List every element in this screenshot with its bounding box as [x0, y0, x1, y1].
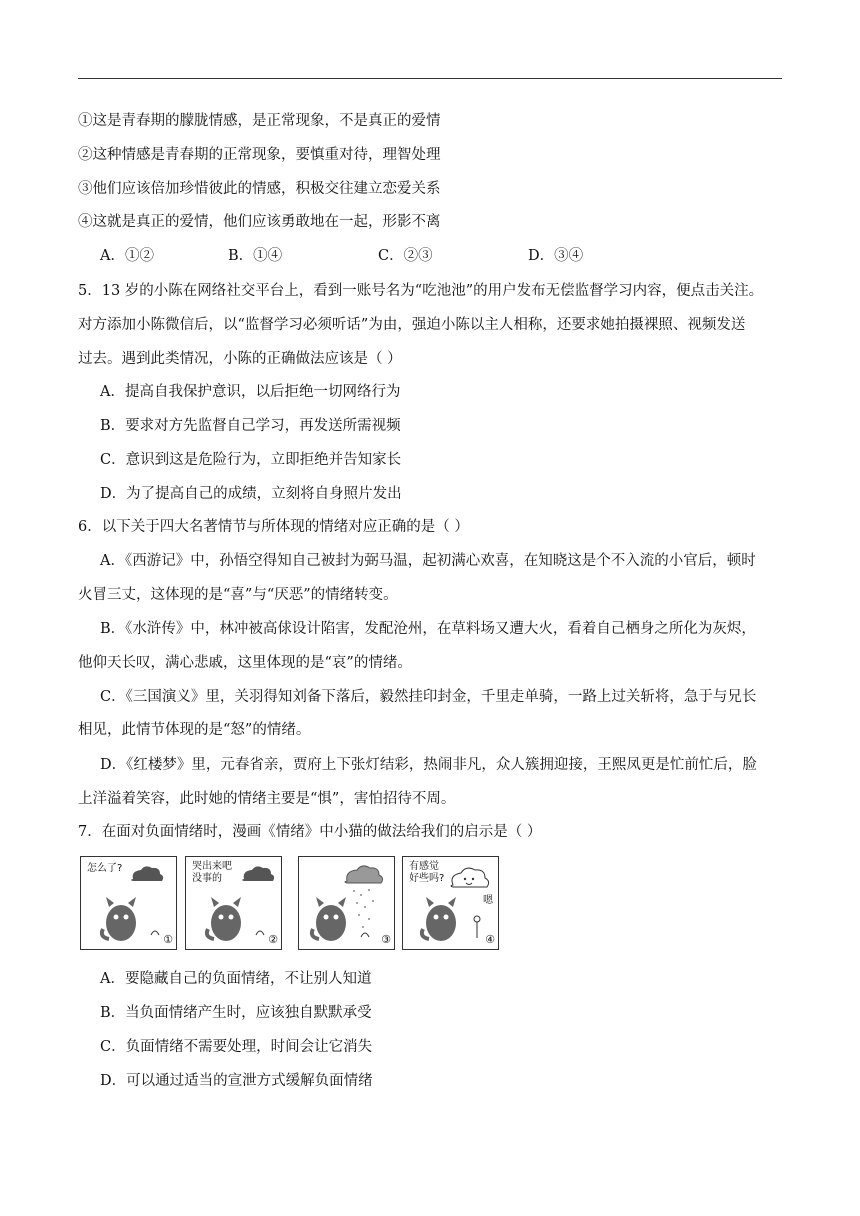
q6-option-d-line-2: 上洋溢着笑容，此时她的情绪主要是“惧”，害怕招待不周。 — [78, 791, 456, 807]
q4-statement-4: ④这就是真正的爱情，他们应该勇敢地在一起，形影不离 — [78, 214, 441, 230]
comic-2-number: ② — [268, 933, 278, 946]
q5-option-d: D．为了提高自己的成绩，立刻将自身照片发出 — [100, 486, 402, 502]
q7-option-a: A．要隐藏自己的负面情绪，不让别人知道 — [100, 971, 372, 987]
q6-option-c-line-1: C．《三国演义》里，关羽得知刘备下落后，毅然挂印封金，千里走单骑，一路上过关斩将，急于与兄长 — [100, 689, 757, 705]
q5-stem-line-2: 对方添加小陈微信后，以“监督学习必须听话”为由，强迫小陈以主人相称，还要求她拍摄裸照、视频发送 — [78, 317, 746, 333]
comic-panel-3 — [298, 856, 395, 950]
q5-stem-line-3: 过去。遇到此类情况，小陈的正确做法应该是（ ） — [78, 351, 402, 367]
comic-2-caption-line-2: 没事的 — [192, 873, 222, 884]
comic-1-number: ① — [163, 933, 173, 946]
q7-option-d: D．可以通过适当的宣泄方式缓解负面情绪 — [100, 1073, 373, 1089]
q4-statement-1: ①这是青春期的朦胧情感，是正常现象，不是真正的爱情 — [78, 113, 441, 129]
q6-option-a-line-1: A．《西游记》中，孙悟空得知自己被封为弼马温，起初满心欢喜，在知晓这是个不入流的小官后，顿时 — [100, 553, 756, 569]
q4-statement-2: ②这种情感是青春期的正常现象，要慎重对待，理智处理 — [78, 147, 441, 163]
q4-option-d: D．③④ — [528, 248, 584, 264]
q5-option-a: A．提高自我保护意识，以后拒绝一切网络行为 — [100, 384, 401, 400]
q6-stem: 6．以下关于四大名著情节与所体现的情绪对应正确的是（ ） — [78, 519, 469, 535]
q7-stem: 7．在面对负面情绪时，漫画《情绪》中小猫的做法给我们的启示是（ ） — [78, 824, 542, 840]
comic-panel-1 — [80, 856, 177, 950]
q6-option-b-line-1: B．《水浒传》中，林冲被高俅设计陷害，发配沧州，在草料场又遭大火，看着自己栖身之所化为灰烬， — [100, 621, 756, 637]
q5-option-b: B．要求对方先监督自己学习，再发送所需视频 — [100, 418, 401, 434]
comic-4-reply: 嗯 — [483, 895, 493, 906]
q7-option-b: B．当负面情绪产生时，应该独自默默承受 — [100, 1005, 372, 1021]
comic-2-caption-line-1: 哭出来吧 — [192, 861, 232, 872]
comic-4-caption-line-2: 好些吗? — [409, 873, 445, 884]
q6-option-d-line-1: D．《红楼梦》里，元春省亲，贾府上下张灯结彩，热闹非凡，众人簇拥迎接，王熙凤更是忙前忙后，脸 — [100, 757, 757, 773]
q4-statement-3: ③他们应该倍加珍惜彼此的情感，积极交往建立恋爱关系 — [78, 181, 441, 197]
q4-option-b: B．①④ — [228, 248, 283, 264]
comic-panel-2 — [185, 856, 282, 950]
q6-option-b-line-2: 他仰天长叹，满心悲戚，这里体现的是“哀”的情绪。 — [78, 655, 412, 671]
comic-1-caption: 怎么了? — [87, 863, 123, 874]
comic-2-caption — [192, 861, 232, 885]
comic-panel-4 — [402, 856, 499, 950]
comic-4-caption-line-1: 有感觉 — [409, 861, 439, 872]
header-rule — [78, 78, 782, 79]
comic-4-caption — [409, 861, 444, 885]
comic-3-number: ③ — [381, 933, 391, 946]
q4-options — [100, 246, 583, 266]
q5-stem-line-1: 5．13 岁的小陈在网络社交平台上，看到一账号名为“吃池池”的用户发布无偿监督学习内容，便点击关注。 — [78, 283, 764, 299]
q5-option-c: C．意识到这是危险行为，立即拒绝并告知家长 — [100, 452, 402, 468]
q4-option-a: A．①② — [100, 248, 154, 264]
q6-option-c-line-2: 相见，此情节体现的是“怒”的情绪。 — [78, 722, 311, 738]
comic-4-number: ④ — [485, 933, 495, 946]
q6-option-a-line-2: 火冒三丈，这体现的是“喜”与“厌恶”的情绪转变。 — [78, 587, 398, 603]
q7-option-c: C．负面情绪不需要处理，时间会让它消失 — [100, 1039, 373, 1055]
q4-option-c: C．②③ — [378, 248, 433, 264]
